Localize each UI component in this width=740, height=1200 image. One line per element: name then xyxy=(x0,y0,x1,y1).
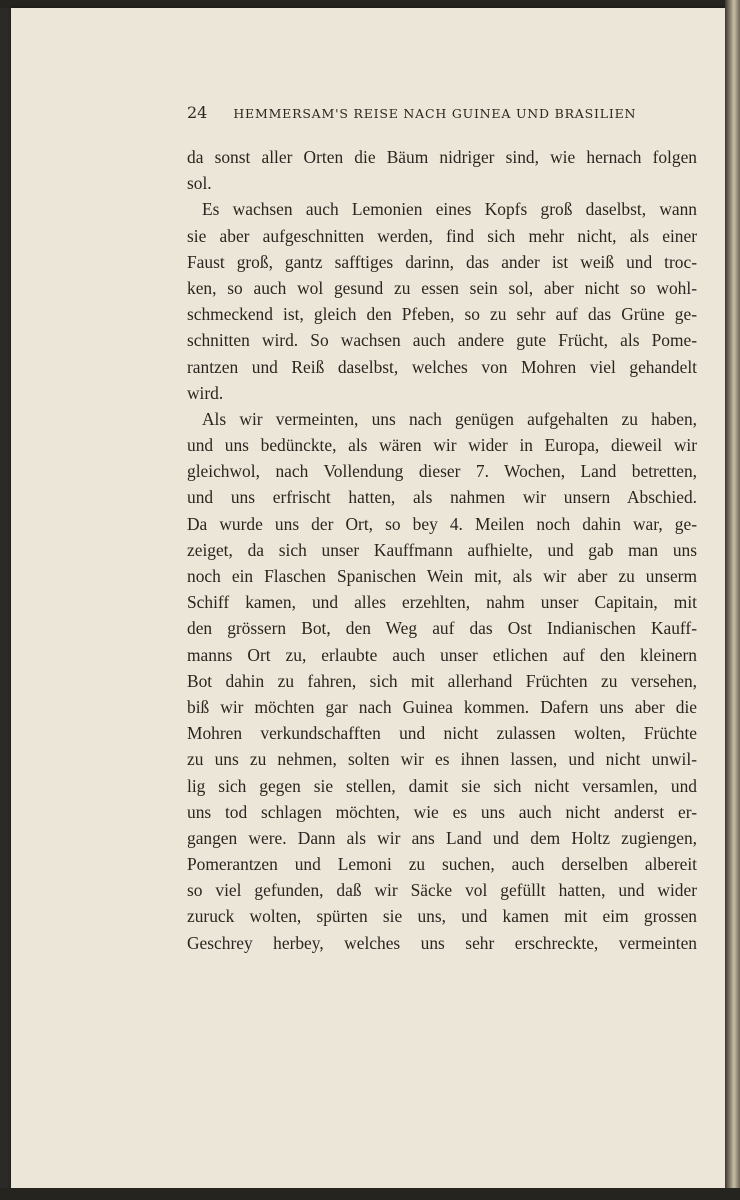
text-line: uns tod schlagen möchten, wie es uns auch nicht anderst er- xyxy=(187,801,697,822)
text-line: biß wir möchten gar nach Guinea kommen. Dafern uns aber die xyxy=(187,696,697,717)
text-line: schnitten wird. So wachsen auch andere gute Frücht, als Pome- xyxy=(187,330,697,351)
text-line: Schiff kamen, und alles erzehlten, nahm unser Capitain, mit xyxy=(187,592,697,613)
text-line: Geschrey herbey, welches uns sehr erschreckte, vermeinten xyxy=(187,932,697,953)
text-line: Mohren verkundschafften und nicht zulassen wolten, Früchte xyxy=(187,723,697,744)
text-line: zu uns zu nehmen, solten wir es ihnen lassen, und nicht unwil- xyxy=(187,749,697,770)
body-text xyxy=(187,144,697,956)
scan-bottom-border xyxy=(0,1188,740,1200)
text-line: sie aber aufgeschnitten werden, find sich mehr nicht, als einer xyxy=(187,225,697,246)
text-line: Als wir vermeinten, uns nach genügen aufgehalten zu haben, xyxy=(202,408,697,429)
text-line: zuruck wolten, spürten sie uns, und kamen mit eim grossen xyxy=(187,906,697,927)
page-edge-strip xyxy=(725,0,740,1200)
text-line: Es wachsen auch Lemonien eines Kopfs groß daselbst, wann xyxy=(202,199,697,220)
text-line: da sonst aller Orten die Bäum nidriger sind, wie hernach folgen xyxy=(187,147,697,167)
text-line: gangen were. Dann als wir ans Land und dem Holtz zugiengen, xyxy=(187,827,697,848)
text-line: und uns erfrischt hatten, als nahmen wir unsern Abschied. xyxy=(187,487,697,508)
text-line: gleichwol, nach Vollendung dieser 7. Wochen, Land betretten, xyxy=(187,461,697,482)
text-line: wird. xyxy=(187,382,224,403)
text-line: zeiget, da sich unser Kauffmann aufhielte, und gab man uns xyxy=(187,539,697,560)
text-line: Faust groß, gantz safftiges darinn, das ander ist weiß und troc- xyxy=(187,251,697,272)
text-line: sol. xyxy=(187,173,212,194)
text-line: lig sich gegen sie stellen, damit sie sich nicht versamlen, und xyxy=(187,775,697,796)
text-line: Da wurde uns der Ort, so bey 4. Meilen noch dahin war, ge- xyxy=(187,513,697,534)
text-line: noch ein Flaschen Spanischen Wein mit, als wir aber zu unserm xyxy=(187,566,697,586)
text-line: so viel gefunden, daß wir Säcke vol gefüllt hatten, und wider xyxy=(187,880,697,901)
text-line: Bot dahin zu fahren, sich mit allerhand Früchten zu versehen, xyxy=(187,670,697,691)
text-line: schmeckend ist, gleich den Pfeben, so zu sehr auf das Grüne ge- xyxy=(187,304,697,325)
text-line: und uns bedünckte, als wären wir wider in Europa, dieweil wir xyxy=(187,435,697,456)
text-line: Pomerantzen und Lemoni zu suchen, auch derselben albereit xyxy=(187,854,697,875)
text-line: rantzen und Reiß daselbst, welches von Mohren viel gehandelt xyxy=(187,356,697,377)
running-header xyxy=(187,103,697,127)
scan-top-border xyxy=(0,0,740,8)
running-title: HEMMERSAM'S REISE NACH GUINEA UND BRASILIEN xyxy=(233,106,637,121)
text-line: manns Ort zu, erlaubte auch unser etlichen auf den kleinern xyxy=(187,644,697,665)
text-line: den grössern Bot, den Weg auf das Ost Indianischen Kauff- xyxy=(187,618,697,639)
page-number: 24 xyxy=(187,103,208,122)
text-line: ken, so auch wol gesund zu essen sein sol, aber nicht so wohl- xyxy=(187,277,697,298)
